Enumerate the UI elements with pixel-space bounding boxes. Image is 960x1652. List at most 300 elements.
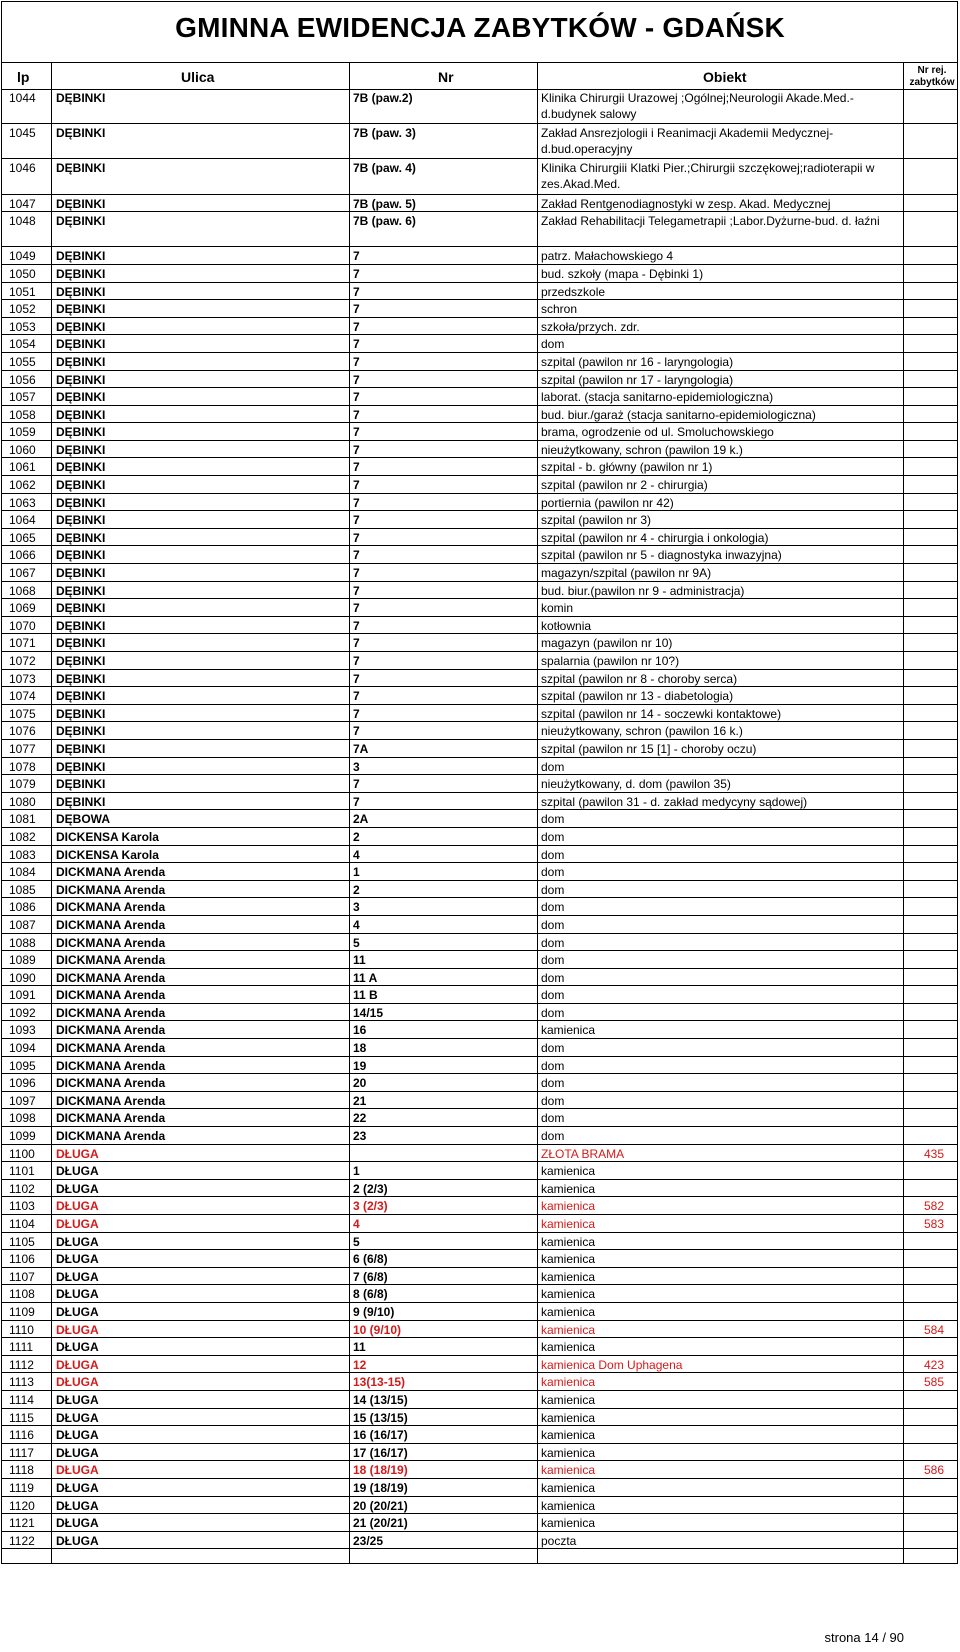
table-row [1, 406, 958, 424]
cell-nr: 2 [353, 829, 360, 844]
cell-obiekt: dom [541, 1058, 565, 1073]
table-row [1, 1109, 958, 1127]
cell-obiekt: dom [541, 1111, 565, 1126]
cell-lp: 1060 [9, 442, 36, 457]
cell-lp: 1049 [9, 249, 36, 264]
cell-obiekt: dom [541, 988, 565, 1003]
cell-ulica: DŁUGA [56, 1357, 99, 1372]
cell-lp: 1074 [9, 689, 36, 704]
cell-obiekt: komin [541, 601, 574, 616]
cell-ulica: DĘBINKI [56, 266, 106, 281]
cell-lp: 1105 [9, 1234, 35, 1249]
cell-ulica: DICKMANA Arenda [56, 900, 166, 915]
cell-lp: 1090 [9, 970, 36, 985]
cell-ulica: DŁUGA [56, 1445, 99, 1460]
table-row [1, 1127, 958, 1145]
cell-ulica: DĘBINKI [56, 407, 106, 422]
table-row [1, 670, 958, 688]
table-row [1, 371, 958, 389]
table-row [1, 1426, 958, 1444]
cell-ulica: DŁUGA [56, 1252, 99, 1267]
cell-nr: 7 [353, 460, 360, 475]
table-row [1, 1268, 958, 1286]
cell-lp: 1082 [9, 829, 36, 844]
table-row [1, 758, 958, 776]
table-row [1, 916, 958, 934]
cell-obiekt: kamienica [541, 1322, 596, 1337]
cell-nr: 7 [353, 777, 360, 792]
cell-ulica: DĘBINKI [56, 741, 106, 756]
cell-ulica: DŁUGA [56, 1269, 99, 1284]
cell-lp: 1081 [9, 812, 36, 827]
table-row [1, 722, 958, 740]
cell-obiekt: magazyn (pawilon nr 10) [541, 636, 673, 651]
cell-ulica: DICKENSA Karola [56, 829, 159, 844]
table-row [1, 1338, 958, 1356]
table-row [1, 318, 958, 336]
cell-lp: 1083 [9, 847, 36, 862]
cell-ulica: DICKMANA Arenda [56, 988, 166, 1003]
cell-nr: 7 [353, 354, 360, 369]
cell-ulica: DŁUGA [56, 1234, 99, 1249]
header-ulica: Ulica [181, 69, 215, 85]
cell-ulica: DICKMANA Arenda [56, 1129, 166, 1144]
cell-ulica: DĘBINKI [56, 442, 106, 457]
table-row [1, 1303, 958, 1321]
cell-nr: 11 [353, 1340, 366, 1355]
cell-obiekt: szpital (pawilon nr 5 - diagnostyka inwazyjna) [541, 548, 782, 563]
cell-lp: 1065 [9, 530, 36, 545]
cell-obiekt: szpital (pawilon nr 17 - laryngologia) [541, 372, 734, 387]
cell-lp: 1046 [9, 161, 36, 176]
cell-ulica: DĘBINKI [56, 390, 106, 405]
cell-ulica: DICKMANA Arenda [56, 882, 166, 897]
cell-obiekt: brama, ogrodzenie od ul. Smoluchowskiego [541, 425, 774, 440]
cell-rej: 584 [923, 1322, 944, 1337]
cell-rej: 585 [923, 1375, 944, 1390]
table-row [1, 1057, 958, 1075]
cell-nr: 7B (paw. 4) [353, 161, 416, 176]
cell-rej: 423 [923, 1357, 944, 1372]
cell-ulica: DĘBINKI [56, 530, 106, 545]
cell-obiekt: kamienica [541, 1181, 596, 1196]
cell-nr: 4 [353, 1217, 360, 1231]
cell-ulica: DŁUGA [56, 1375, 99, 1390]
cell-nr: 16 (16/17) [353, 1428, 408, 1443]
cell-ulica: DĘBINKI [56, 214, 106, 229]
cell-ulica: DŁUGA [56, 1498, 99, 1513]
cell-lp: 1071 [9, 636, 36, 651]
table-row [1, 617, 958, 635]
cell-lp: 1107 [9, 1269, 35, 1284]
cell-lp: 1121 [9, 1516, 35, 1531]
cell-ulica: DĘBINKI [56, 495, 106, 510]
cell-nr: 12 [353, 1357, 367, 1372]
cell-obiekt: portiernia (pawilon nr 42) [541, 495, 674, 510]
cell-lp: 1095 [9, 1058, 36, 1073]
cell-obiekt: szpital - b. główny (pawilon nr 1) [541, 460, 713, 475]
table-row [1, 687, 958, 705]
cell-ulica: DŁUGA [56, 1322, 99, 1337]
cell-lp: 1055 [9, 354, 36, 369]
cell-nr: 7 [353, 513, 360, 528]
cell-ulica: DĘBINKI [56, 372, 106, 387]
cell-obiekt: kamienica [541, 1428, 596, 1443]
table-row [1, 898, 958, 916]
cell-lp: 1091 [9, 988, 36, 1003]
cell-ulica: DĘBINKI [56, 425, 106, 440]
cell-lp: 1113 [9, 1375, 34, 1390]
table-row [1, 582, 958, 600]
table-row [1, 89, 958, 124]
table-row [1, 740, 958, 758]
cell-lp: 1094 [9, 1041, 36, 1056]
table-row [1, 529, 958, 547]
cell-ulica: DĘBINKI [56, 196, 106, 211]
cell-nr: 6 (6/8) [353, 1252, 388, 1267]
cell-lp: 1087 [9, 917, 36, 932]
cell-obiekt: kamienica [541, 1023, 596, 1038]
cell-nr: 11 B [353, 988, 378, 1003]
table-row [1, 1233, 958, 1251]
cell-lp: 1122 [9, 1533, 35, 1548]
cell-obiekt: ZŁOTA BRAMA [541, 1146, 625, 1161]
cell-lp: 1052 [9, 302, 36, 317]
cell-obiekt: kamienica [541, 1199, 596, 1214]
cell-nr: 7 [353, 706, 360, 721]
table-row [1, 283, 958, 301]
table-row [1, 1215, 958, 1233]
cell-lp: 1056 [9, 372, 36, 387]
cell-lp: 1045 [9, 126, 36, 141]
cell-nr: 7 [353, 319, 360, 334]
cell-ulica: DĘBINKI [56, 126, 106, 141]
cell-obiekt: dom [541, 1041, 565, 1056]
cell-lp: 1118 [9, 1463, 34, 1478]
cell-nr: 7 [353, 618, 360, 633]
cell-nr: 7 [353, 601, 360, 616]
cell-obiekt: Zakład Ansrezjologii i Reanimacji Akademii Medycznej-d.bud.operacyjny [541, 126, 834, 157]
cell-nr: 2 [353, 882, 360, 897]
cell-ulica: DŁUGA [56, 1287, 99, 1302]
table-row [1, 1391, 958, 1409]
cell-ulica: DŁUGA [56, 1428, 99, 1443]
cell-lp: 1067 [9, 566, 36, 581]
cell-ulica: DICKMANA Arenda [56, 1041, 166, 1056]
cell-nr: 9 (9/10) [353, 1304, 395, 1319]
cell-nr: 7 [353, 372, 360, 387]
cell-ulica: DĘBINKI [56, 513, 106, 528]
table-row [1, 300, 958, 318]
table-row [1, 124, 958, 159]
cell-obiekt: bud. szkoły (mapa - Dębinki 1) [541, 266, 704, 281]
table-row [1, 423, 958, 441]
table-row [1, 1321, 958, 1339]
cell-obiekt: szpital (pawilon nr 13 - diabetologia) [541, 689, 734, 704]
table-row [1, 634, 958, 652]
cell-ulica: DĘBINKI [56, 91, 106, 105]
cell-obiekt: dom [541, 812, 565, 827]
cell-nr: 7B (paw. 5) [353, 196, 416, 211]
table-row [1, 1497, 958, 1515]
cell-ulica: DICKMANA Arenda [56, 1058, 166, 1073]
cell-nr: 7 (6/8) [353, 1269, 388, 1284]
cell-nr: 7 [353, 425, 360, 440]
cell-obiekt: przedszkole [541, 284, 606, 299]
cell-ulica: DŁUGA [56, 1340, 99, 1355]
table-row [1, 1461, 958, 1479]
cell-lp: 1070 [9, 618, 36, 633]
cell-obiekt: dom [541, 953, 565, 968]
cell-ulica: DĘBINKI [56, 654, 106, 668]
cell-lp: 1077 [9, 741, 36, 756]
cell-lp: 1062 [9, 478, 36, 493]
cell-obiekt: dom [541, 935, 565, 950]
table-row [1, 1514, 958, 1532]
cell-obiekt: dom [541, 847, 565, 862]
cell-nr: 8 (6/8) [353, 1287, 388, 1302]
cell-lp: 1106 [9, 1252, 35, 1267]
cell-nr: 7 [353, 390, 360, 405]
cell-ulica: DĘBINKI [56, 777, 106, 792]
cell-nr: 14 (13/15) [353, 1392, 408, 1407]
cell-nr: 7 [353, 442, 360, 457]
cell-lp: 1073 [9, 671, 36, 686]
cell-lp: 1066 [9, 548, 36, 563]
cell-lp: 1100 [9, 1146, 35, 1161]
cell-lp: 1064 [9, 513, 36, 528]
table-row [1, 951, 958, 969]
cell-obiekt: kamienica [541, 1234, 596, 1249]
table-header [1, 62, 958, 90]
cell-obiekt: Zakład Rehabilitacji Telegametrapii ;Labor.Dyżurne-bud. d. łaźni [541, 214, 880, 229]
cell-ulica: DICKMANA Arenda [56, 1093, 166, 1108]
cell-ulica: DICKMANA Arenda [56, 970, 166, 985]
cell-nr: 7 [353, 724, 360, 739]
cell-obiekt: kamienica [541, 1516, 596, 1531]
cell-obiekt: dom [541, 829, 565, 844]
cell-nr: 7 [353, 636, 360, 651]
cell-nr: 18 [353, 1041, 367, 1056]
cell-ulica: DĘBINKI [56, 636, 106, 651]
cell-nr: 23/25 [353, 1533, 384, 1548]
cell-ulica: DĘBINKI [56, 478, 106, 493]
table-row [1, 511, 958, 529]
header-obiekt: Obiekt [703, 69, 747, 85]
cell-lp: 1085 [9, 882, 36, 897]
cell-nr: 11 [353, 953, 366, 968]
table-row [1, 476, 958, 494]
cell-obiekt: kamienica Dom Uphagena [541, 1357, 683, 1372]
table-row [1, 652, 958, 670]
cell-ulica: DĘBINKI [56, 161, 106, 176]
cell-lp: 1078 [9, 759, 36, 774]
cell-lp: 1098 [9, 1111, 36, 1126]
table-row [1, 1479, 958, 1497]
cell-ulica: DŁUGA [56, 1146, 99, 1161]
cell-nr: 7 [353, 583, 360, 598]
table-row [1, 1162, 958, 1180]
cell-ulica: DŁUGA [56, 1217, 99, 1231]
cell-lp: 1089 [9, 953, 36, 968]
cell-obiekt: dom [541, 970, 565, 985]
cell-obiekt: schron [541, 302, 578, 317]
cell-obiekt: Klinika Chirurgii Urazowej ;Ogólnej;Neurologii Akade.Med.-d.budynek salowy [541, 91, 854, 121]
cell-lp: 1104 [9, 1217, 35, 1231]
cell-obiekt: kamienica [541, 1498, 596, 1513]
cell-ulica: DĘBINKI [56, 706, 106, 721]
cell-ulica: DĘBINKI [56, 284, 106, 299]
cell-lp: 1112 [9, 1357, 34, 1372]
cell-lp: 1058 [9, 407, 36, 422]
cell-ulica: DICKMANA Arenda [56, 935, 166, 950]
cell-lp: 1076 [9, 724, 36, 739]
cell-obiekt: magazyn/szpital (pawilon nr 9A) [541, 566, 712, 581]
cell-ulica: DICKMANA Arenda [56, 865, 166, 880]
cell-lp: 1110 [9, 1322, 34, 1337]
table-row [1, 1074, 958, 1092]
table-row [1, 353, 958, 371]
cell-ulica: DĘBINKI [56, 583, 106, 598]
cell-nr: 3 (2/3) [353, 1199, 388, 1214]
cell-nr: 4 [353, 847, 360, 862]
table-row [1, 1004, 958, 1022]
table-row [1, 265, 958, 283]
table-row [1, 1373, 958, 1391]
cell-obiekt: kamienica [541, 1340, 596, 1355]
cell-nr: 2A [353, 812, 369, 827]
cell-obiekt: kamienica [541, 1392, 596, 1407]
table-row [1, 775, 958, 793]
table-row [1, 705, 958, 723]
cell-obiekt: laborat. (stacja sanitarno-epidemiologiczna) [541, 390, 774, 405]
cell-ulica: DŁUGA [56, 1410, 99, 1425]
cell-obiekt: kamienica [541, 1304, 596, 1319]
cell-lp: 1117 [9, 1445, 34, 1460]
cell-obiekt: kamienica [541, 1375, 596, 1390]
table-row [1, 846, 958, 864]
cell-nr: 18 (18/19) [353, 1463, 408, 1478]
cell-obiekt: szpital (pawilon nr 15 [1] - choroby oczu) [541, 741, 757, 756]
cell-lp: 1099 [9, 1129, 36, 1144]
cell-obiekt: szpital (pawilon nr 2 - chirurgia) [541, 478, 708, 493]
cell-ulica: DŁUGA [56, 1480, 99, 1495]
cell-obiekt: kamienica [541, 1445, 596, 1460]
cell-ulica: DŁUGA [56, 1392, 99, 1407]
table-row [1, 1356, 958, 1374]
table-row [1, 247, 958, 265]
table-row [1, 159, 958, 194]
table-row [1, 564, 958, 582]
cell-ulica: DĘBINKI [56, 249, 106, 264]
cell-obiekt: szkoła/przych. zdr. [541, 319, 640, 334]
cell-rej: 586 [923, 1463, 944, 1478]
cell-lp: 1120 [9, 1498, 35, 1513]
cell-ulica: DŁUGA [56, 1199, 99, 1214]
cell-obiekt: patrz. Małachowskiego 4 [541, 249, 674, 264]
cell-nr: 3 [353, 759, 360, 774]
cell-nr: 7 [353, 495, 360, 510]
cell-obiekt: dom [541, 1076, 565, 1091]
table-row [1, 986, 958, 1004]
cell-obiekt: nieużytkowany, schron (pawilon 19 k.) [541, 442, 743, 457]
cell-nr: 7 [353, 302, 360, 317]
table-row [1, 494, 958, 512]
table-row [1, 599, 958, 617]
table-row [1, 1409, 958, 1427]
cell-lp: 1059 [9, 425, 36, 440]
cell-nr: 20 [353, 1076, 367, 1091]
cell-obiekt: Zakład Rentgenodiagnostyki w zesp. Akad. Medycznej [541, 196, 831, 211]
cell-nr: 7B (paw. 3) [353, 126, 416, 141]
header-nr-rej-line1: Nr rej. [917, 65, 947, 76]
cell-rej: 583 [923, 1217, 944, 1231]
cell-nr: 3 [353, 900, 360, 915]
cell-obiekt: kotłownia [541, 618, 592, 633]
cell-ulica: DĘBINKI [56, 689, 106, 704]
cell-obiekt: kamienica [541, 1410, 596, 1425]
table-row [1, 828, 958, 846]
cell-lp: 1086 [9, 900, 36, 915]
cell-obiekt: nieużytkowany, schron (pawilon 16 k.) [541, 724, 743, 739]
cell-lp: 1051 [9, 284, 36, 299]
cell-obiekt: szpital (pawilon nr 16 - laryngologia) [541, 354, 734, 369]
cell-ulica: DĘBINKI [56, 548, 106, 563]
table-row [1, 969, 958, 987]
cell-ulica: DŁUGA [56, 1164, 99, 1179]
cell-obiekt: szpital (pawilon nr 3) [541, 513, 652, 528]
table-row [1, 793, 958, 811]
cell-ulica: DICKMANA Arenda [56, 953, 166, 968]
cell-ulica: DICKMANA Arenda [56, 1005, 166, 1020]
cell-lp: 1048 [9, 214, 36, 229]
cell-obiekt: dom [541, 1129, 565, 1144]
cell-nr: 7 [353, 566, 360, 581]
cell-nr: 16 [353, 1023, 367, 1038]
cell-lp: 1068 [9, 583, 36, 598]
table-row [1, 1285, 958, 1303]
cell-lp: 1079 [9, 777, 36, 792]
cell-lp: 1108 [9, 1287, 35, 1302]
cell-obiekt: kamienica [541, 1480, 596, 1495]
cell-obiekt: kamienica [541, 1252, 596, 1267]
cell-lp: 1093 [9, 1023, 36, 1038]
cell-nr: 7 [353, 284, 360, 299]
table-row [1, 1180, 958, 1198]
cell-obiekt: kamienica [541, 1269, 596, 1284]
cell-obiekt: dom [541, 917, 565, 932]
cell-ulica: DICKMANA Arenda [56, 917, 166, 932]
page-number: strona 14 / 90 [824, 1630, 904, 1645]
cell-ulica: DĘBINKI [56, 671, 106, 686]
cell-nr: 1 [353, 1164, 360, 1179]
cell-lp: 1050 [9, 266, 36, 281]
cell-nr: 19 (18/19) [353, 1480, 408, 1495]
cell-nr: 7A [353, 741, 369, 756]
cell-ulica: DĘBINKI [56, 566, 106, 581]
cell-nr: 7 [353, 794, 360, 809]
cell-obiekt: bud. biur./garaż (stacja sanitarno-epidemiologiczna) [541, 407, 816, 422]
table-row [1, 1197, 958, 1215]
cell-lp: 1057 [9, 390, 36, 405]
cell-ulica: DĘBINKI [56, 319, 106, 334]
table-row [1, 458, 958, 476]
cell-ulica: DĘBINKI [56, 618, 106, 633]
cell-nr: 5 [353, 935, 360, 950]
table-row [1, 212, 958, 247]
cell-lp: 1092 [9, 1005, 36, 1020]
cell-obiekt: dom [541, 759, 565, 774]
